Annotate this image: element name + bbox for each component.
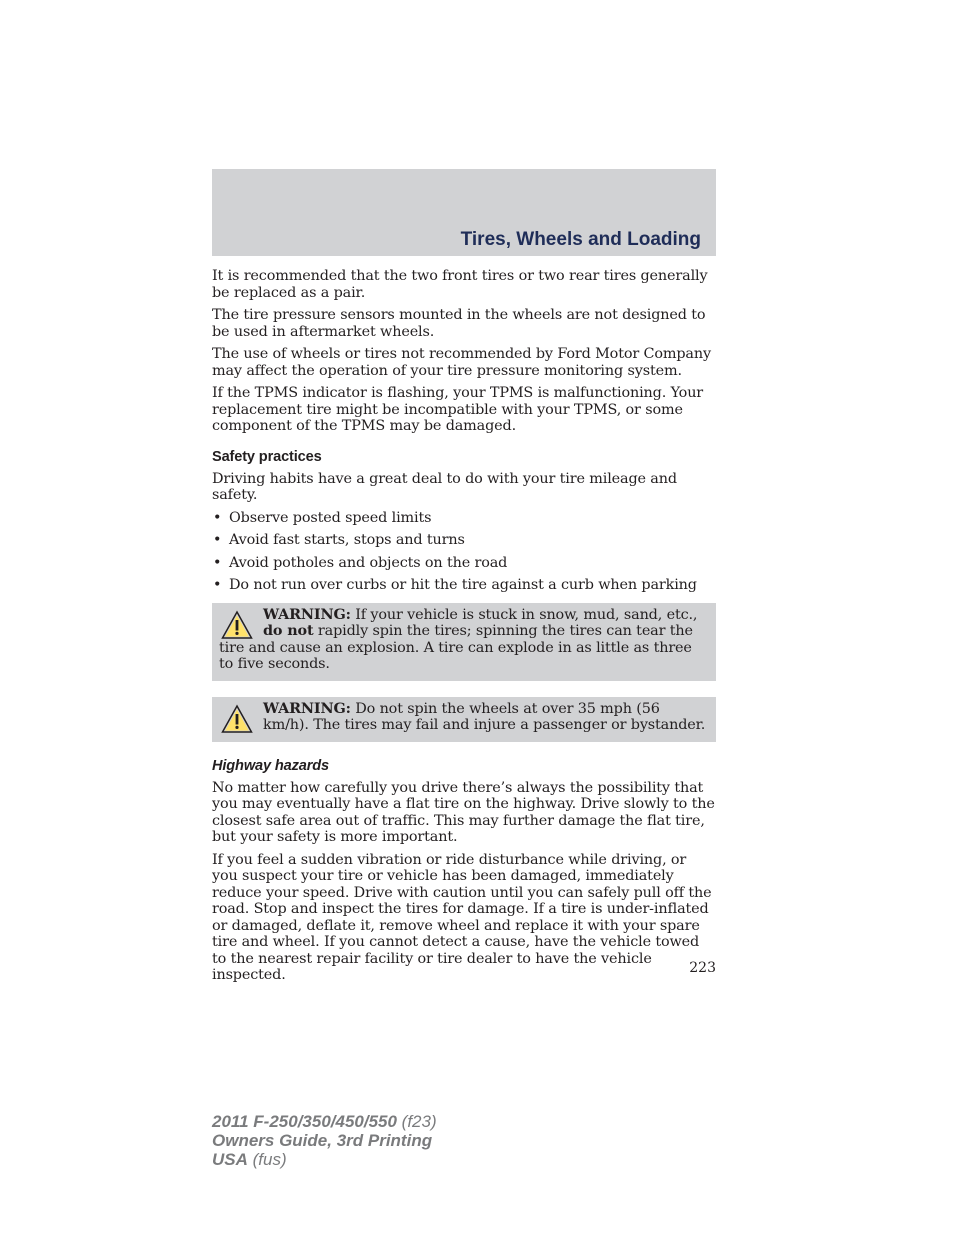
safety-intro: Driving habits have a great deal to do with your tire mileage and safety. <box>212 470 677 503</box>
warning-text: rapidly spin the tires; spinning the tires can tear the tire and cause an explosion. A tire can explode in as little as three to five seconds. <box>219 623 693 672</box>
warning-label: WARNING: <box>263 605 351 623</box>
section-header-band <box>212 169 716 256</box>
safety-list <box>212 510 716 594</box>
document-footer <box>212 1112 437 1169</box>
page-content <box>212 268 716 990</box>
footer-model-code: (f23) <box>396 1112 437 1131</box>
warning-emphasis: do not <box>263 622 314 639</box>
bullet-icon: • <box>213 532 222 548</box>
footer-market-code: (fus) <box>247 1150 287 1169</box>
highway-paragraph: No matter how carefully you drive there’s always the possibility that you may eventually have a flat tire on the highway. Drive slowly to the closest safe area out of traffic. This may further damage the flat tire, but your safety is more important. <box>212 779 715 845</box>
list-item: • Do not run over curbs or hit the tire against a curb when parking <box>213 577 697 593</box>
warning-triangle-icon <box>221 610 253 640</box>
page-number: 223 <box>689 960 716 976</box>
footer-model: 2011 F-250/350/450/550 <box>212 1112 397 1131</box>
highway-paragraph: If you feel a sudden vibration or ride disturbance while driving, or you suspect your tire or vehicle has been damaged, immediately reduce your speed. Drive with caution until you can safely pull off the road. Stop and inspect the tires for damage. If a tire is under-inflated or damaged, deflate it, remove wheel and replace it with your spare tire and wheel. If you cannot detect a cause, have the vehicle towed to the nearest repair facility or tire dealer to have the vehicle inspected. <box>212 851 712 983</box>
warning-box-wheel-speed <box>212 697 716 742</box>
section-title: Tires, Wheels and Loading <box>460 229 701 250</box>
list-item: • Avoid fast starts, stops and turns <box>213 532 465 548</box>
warning-box-tire-spin <box>212 603 716 681</box>
footer-edition: Owners Guide, 3rd Printing <box>212 1131 433 1150</box>
warning-triangle-icon <box>221 704 253 734</box>
safety-practices-heading: Safety practices <box>212 448 322 465</box>
intro-paragraph: The use of wheels or tires not recommended by Ford Motor Company may affect the operation of your tire pressure monitoring system. <box>212 346 711 379</box>
highway-hazards-heading: Highway hazards <box>212 757 329 774</box>
intro-paragraph: It is recommended that the two front tires or two rear tires generally be replaced as a pair. <box>212 268 708 301</box>
intro-paragraph: If the TPMS indicator is flashing, your TPMS is malfunctioning. Your replacement tire might be incompatible with your TPMS, or some component of the TPMS may be damaged. <box>212 385 704 434</box>
intro-paragraph: The tire pressure sensors mounted in the wheels are not designed to be used in aftermarket wheels. <box>212 307 706 340</box>
list-item: • Observe posted speed limits <box>213 509 432 526</box>
bullet-icon: • <box>213 554 222 571</box>
warning-text: If your vehicle is stuck in snow, mud, sand, etc., <box>350 606 698 623</box>
warning-text: Do not spin the wheels at over 35 mph (56 km/h). The tires may fail and injure a passenger or bystander. <box>263 700 706 733</box>
warning-label: WARNING: <box>263 699 351 717</box>
list-item: • Avoid potholes and objects on the road <box>213 554 508 571</box>
bullet-icon: • <box>213 577 222 593</box>
footer-market: USA <box>212 1150 248 1169</box>
bullet-icon: • <box>213 509 222 526</box>
